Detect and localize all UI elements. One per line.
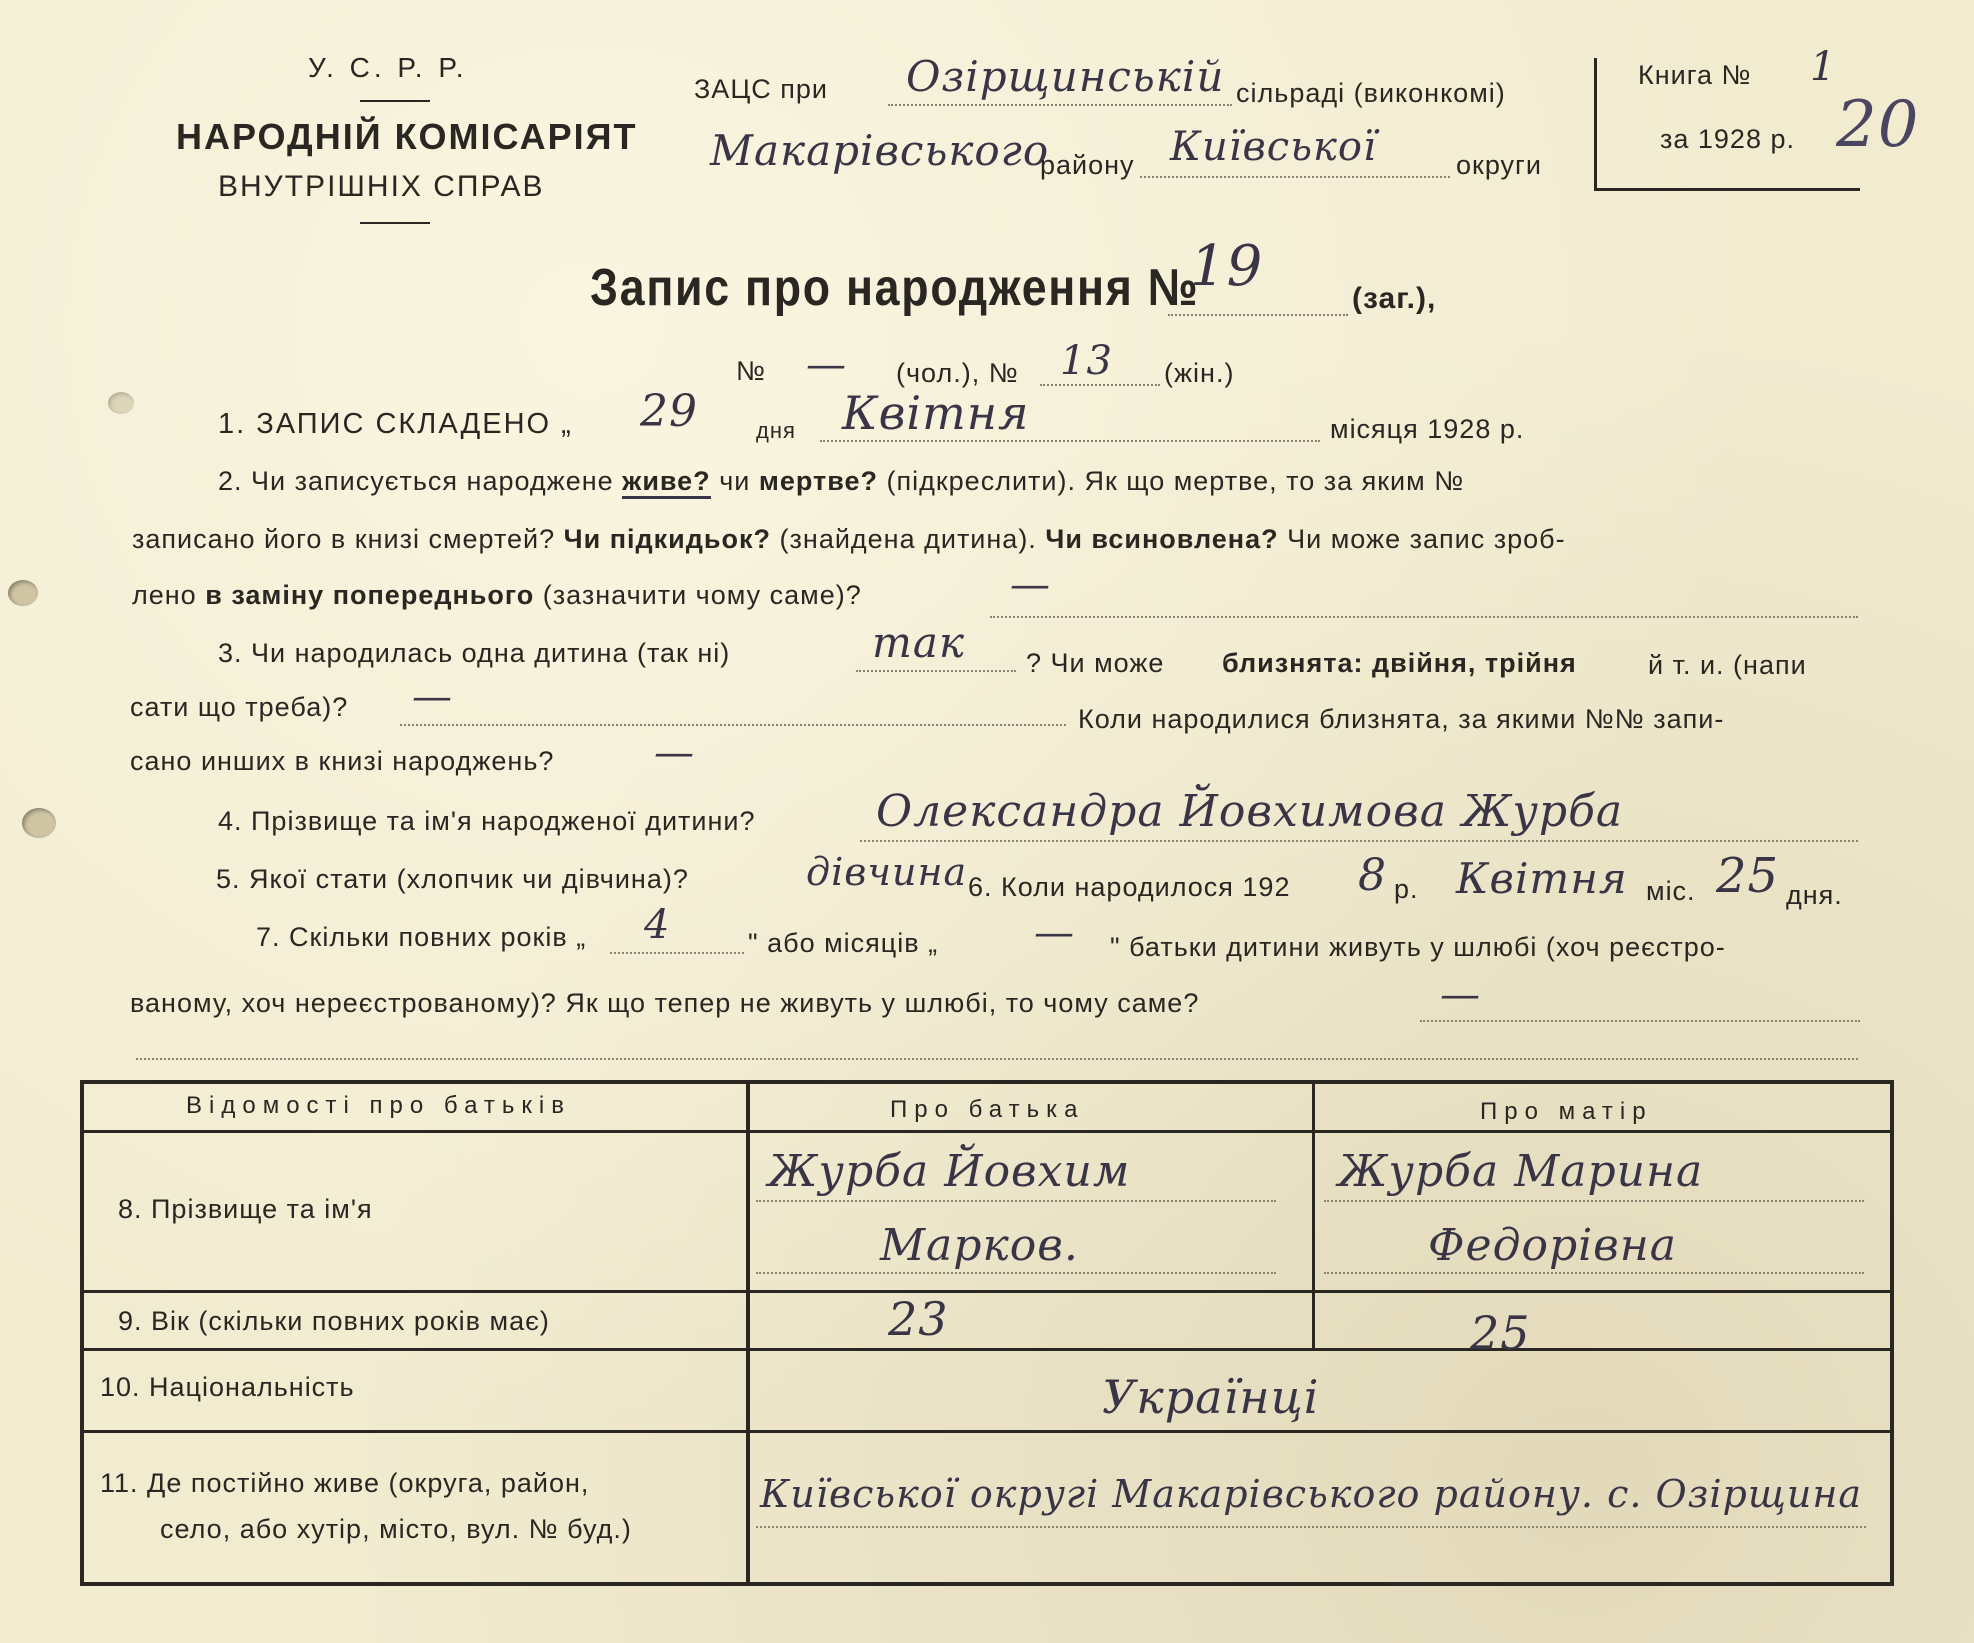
table-border-right <box>1890 1080 1894 1586</box>
field-2-text: 2. Чи записується народжене <box>218 466 614 496</box>
field-3-line-2-value: — <box>412 674 453 720</box>
field-7-months: — <box>1034 910 1075 956</box>
dotted-line <box>990 616 1858 618</box>
field-7-line-2-value: — <box>1440 972 1481 1018</box>
field-4-label: 4. Прізвище та ім'я народженої дитини? <box>218 806 756 836</box>
field-6-day: 25 <box>1716 848 1780 904</box>
row-8-label: 8. Прізвище та ім'я <box>118 1194 373 1224</box>
record-title: Запис про народження № <box>590 259 1200 317</box>
field-2-text: (зазначити чому саме)? <box>542 580 862 610</box>
field-2-line-3 <box>132 580 862 611</box>
dotted-line <box>1324 1200 1864 1202</box>
field-2-text: чи <box>719 466 751 496</box>
field-2-text: записано його в книзі смертей? <box>132 524 556 554</box>
dotted-line <box>1324 1272 1864 1274</box>
dead-option: мертве? <box>758 466 878 496</box>
dotted-line <box>888 104 1232 106</box>
dotted-line <box>856 670 1016 672</box>
dotted-line <box>1168 314 1348 316</box>
table-header-rule <box>80 1130 1894 1133</box>
field-3-line-3-label: сано инших в книзі народжень? <box>130 746 555 776</box>
field-3-value: так <box>872 618 965 667</box>
field-1-label: 1. ЗАПИС СКЛАДЕНО „ <box>218 408 573 440</box>
title-suffix: (заг.), <box>1352 282 1437 315</box>
mother-age: 25 <box>1470 1306 1531 1360</box>
field-6-r: р. <box>1394 874 1419 904</box>
book-box-left <box>1594 58 1597 188</box>
book-box-bottom <box>1594 188 1860 191</box>
male-label: (чол.), № <box>896 358 1019 388</box>
replacement-question: в заміну попереднього <box>205 580 535 610</box>
commissariat-subtitle: ВНУТРІШНІХ СПРАВ <box>218 170 545 203</box>
district-label: району <box>1040 150 1135 180</box>
book-value: 1 <box>1810 44 1837 90</box>
field-1-day-label: дня <box>756 418 796 443</box>
field-3-line-3-value: — <box>654 730 695 776</box>
adoption-question: Чи всиновлена? <box>1045 524 1279 554</box>
dotted-line <box>1420 1020 1860 1022</box>
dotted-line <box>756 1272 1276 1274</box>
father-age: 23 <box>888 1292 949 1346</box>
male-number: — <box>806 342 847 388</box>
residence-value: Київської округі Макарівського району. с. Озірщина <box>760 1472 1863 1516</box>
parents-table <box>80 1080 1894 1586</box>
field-7-years: 4 <box>644 902 671 948</box>
num-label: № <box>736 356 766 386</box>
mother-name-line-2: Федорівна <box>1428 1220 1678 1271</box>
dotted-line <box>756 1526 1866 1528</box>
field-1-year: місяця 1928 р. <box>1330 414 1525 444</box>
district-value: Макарівського <box>710 126 1050 175</box>
commissariat-title: НАРОДНІЙ КОМІСАРІЯТ <box>176 116 638 157</box>
table-border-left <box>80 1080 84 1586</box>
row-9-label: 9. Вік (скільки повних років має) <box>118 1306 550 1336</box>
dotted-line <box>400 724 1066 726</box>
field-1-day: 29 <box>640 386 698 437</box>
row-11-label-line-1: 11. Де постійно живе (округа, район, <box>100 1468 590 1498</box>
father-name-line-2: Марков. <box>880 1220 1079 1271</box>
field-7-text: " або місяців „ <box>748 928 939 958</box>
dotted-line <box>1140 176 1450 178</box>
field-7-text: " батьки дитини живуть у шлюбі (хоч реєстро- <box>1110 932 1726 962</box>
field-5-label: 5. Якої стати (хлопчик чи дівчина)? <box>216 864 689 894</box>
nationality-value: Українці <box>1102 1370 1320 1424</box>
foundling-question: Чи підкидьок? <box>563 524 772 554</box>
field-2-line-1 <box>218 466 1464 497</box>
table-border-top <box>80 1080 1894 1084</box>
village-value: Озірщинській <box>906 52 1225 101</box>
field-6-mis: міс. <box>1646 876 1696 906</box>
field-2-value: — <box>1010 562 1051 608</box>
mother-name-line-1: Журба Марина <box>1338 1146 1704 1197</box>
col-rule <box>746 1080 750 1586</box>
punch-hole <box>22 808 56 838</box>
field-2-text: (підкреслити). Як що мертве, то за яким № <box>886 466 1465 496</box>
book-label: Книга № <box>1638 60 1752 90</box>
field-2-text: (знайдена дитина). <box>779 524 1037 554</box>
divider <box>360 222 430 224</box>
zags-label: ЗАЦС при <box>694 74 829 104</box>
twins-question: близнята: двійня, трійня <box>1222 648 1577 678</box>
field-7-label: 7. Скільки повних років „ <box>256 922 587 952</box>
table-border-bottom <box>80 1582 1894 1586</box>
council-label: сільраді (виконкомі) <box>1236 78 1506 108</box>
row-10-label: 10. Національність <box>100 1372 355 1402</box>
field-2-text: лено <box>132 580 197 610</box>
col-rule <box>1312 1080 1315 1350</box>
dotted-line <box>610 952 744 954</box>
field-6-month: Квітня <box>1456 854 1628 903</box>
field-3-label: 3. Чи народилась одна дитина (так ні) <box>218 638 731 668</box>
divider <box>360 100 430 102</box>
field-1-month: Квітня <box>842 386 1030 440</box>
row-rule <box>80 1430 1894 1433</box>
table-header-mother: Про матір <box>1480 1098 1653 1125</box>
okruha-value: Київської <box>1170 124 1377 170</box>
record-number: 19 <box>1190 234 1264 299</box>
row-rule <box>80 1348 1894 1351</box>
field-3-line-2-text: Коли народилися близнята, за якими №№ запи- <box>1078 704 1725 734</box>
field-3-text: ? Чи може <box>1026 648 1165 678</box>
female-number: 13 <box>1060 338 1113 384</box>
field-2-line-2 <box>132 524 1566 555</box>
father-name-line-1: Журба Йовхим <box>768 1146 1131 1197</box>
okruha-label: округи <box>1456 150 1542 180</box>
field-6-dnya: дня. <box>1786 880 1843 910</box>
field-5-value: дівчина <box>806 850 968 894</box>
field-3-line-2-label: сати що треба)? <box>130 692 349 722</box>
margin-note: 20 <box>1836 88 1920 162</box>
table-header-info: Відомості про батьків <box>186 1092 571 1119</box>
table-header-father: Про батька <box>890 1096 1085 1123</box>
dotted-line <box>756 1200 1276 1202</box>
dotted-line <box>1040 384 1160 386</box>
dotted-line <box>820 440 1320 442</box>
republic-label: У. С. Р. Р. <box>308 52 468 83</box>
field-6-label: 6. Коли народилося 192 <box>968 872 1291 902</box>
field-2-text: Чи може запис зроб- <box>1287 524 1566 554</box>
punch-hole <box>8 580 38 606</box>
female-label: (жін.) <box>1164 358 1235 388</box>
field-6-year: 8 <box>1358 850 1387 901</box>
year-label: за 1928 р. <box>1660 124 1795 154</box>
field-7-line-2: ваному, хоч нереєстрованому)? Як що тепер не живуть у шлюбі, то чому саме? <box>130 988 1200 1018</box>
punch-hole <box>108 392 134 414</box>
row-rule <box>80 1290 1894 1293</box>
row-11-label-line-2: село, або хутір, місто, вул. № буд.) <box>160 1514 632 1544</box>
dotted-line <box>860 840 1858 842</box>
dotted-line <box>136 1058 1858 1060</box>
alive-option: живе? <box>622 466 711 499</box>
field-3-text: й т. и. (напи <box>1648 650 1807 680</box>
child-name: Олександра Йовхимова Журба <box>876 786 1624 837</box>
